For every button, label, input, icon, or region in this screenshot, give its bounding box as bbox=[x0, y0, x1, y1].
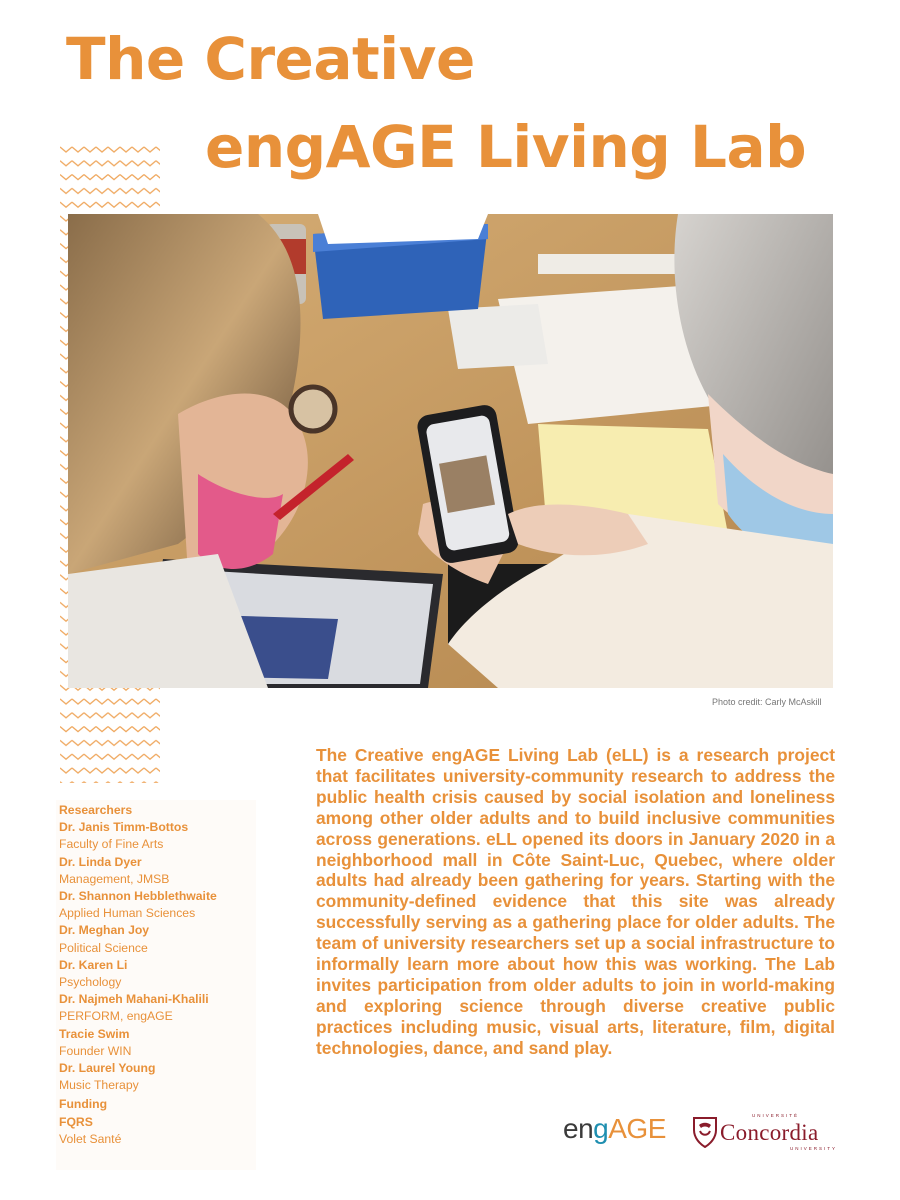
photo-credit: Photo credit: Carly McAskill bbox=[712, 697, 822, 707]
engage-logo-g: g bbox=[593, 1113, 609, 1144]
concordia-wordmark: Concordia bbox=[720, 1120, 819, 1145]
researchers-heading: Researchers bbox=[59, 803, 133, 817]
researcher-name: Dr. Laurel Young bbox=[59, 1061, 156, 1076]
researcher-name: Dr. Janis Timm-Bottos bbox=[59, 820, 189, 835]
funder-name: FQRS bbox=[59, 1114, 93, 1129]
researcher-dept: PERFORM, engAGE bbox=[59, 1009, 173, 1024]
researcher-dept: Political Science bbox=[59, 940, 148, 955]
page-title-line-1: The Creative bbox=[66, 25, 475, 93]
concordia-university-label: UNIVERSITY bbox=[790, 1146, 838, 1151]
researcher-name: Dr. Meghan Joy bbox=[59, 923, 150, 938]
concordia-crest-icon bbox=[692, 1116, 718, 1148]
funder-program: Volet Santé bbox=[59, 1131, 122, 1146]
photo-women-with-phone bbox=[68, 214, 833, 688]
researcher-dept: Psychology bbox=[59, 975, 122, 990]
page-title-line-2: engAGE Living Lab bbox=[205, 113, 807, 181]
engage-logo-age: AGE bbox=[608, 1113, 666, 1144]
researcher-dept: Music Therapy bbox=[59, 1078, 139, 1093]
researcher-name: Dr. Karen Li bbox=[59, 957, 128, 972]
researcher-name: Dr. Linda Dyer bbox=[59, 854, 142, 869]
researcher-dept: Founder WIN bbox=[59, 1043, 132, 1058]
researcher-dept: Faculty of Fine Arts bbox=[59, 837, 164, 852]
funding-heading: Funding bbox=[59, 1097, 108, 1112]
researchers-panel bbox=[56, 800, 256, 1170]
engage-logo bbox=[563, 1113, 666, 1145]
concordia-logo bbox=[692, 1112, 838, 1152]
researcher-name: Dr. Shannon Hebblethwaite bbox=[59, 889, 217, 904]
researcher-name: Tracie Swim bbox=[59, 1026, 130, 1041]
researcher-dept: Management, JMSB bbox=[59, 871, 170, 886]
researcher-dept: Applied Human Sciences bbox=[59, 906, 196, 921]
engage-logo-en: en bbox=[563, 1113, 594, 1144]
researcher-name: Dr. Najmeh Mahani-Khalili bbox=[59, 992, 209, 1007]
concordia-universite-label: UNIVERSITÉ bbox=[752, 1113, 800, 1118]
project-description: The Creative engAGE Living Lab (eLL) is a research project that facilitates university-community research to address the public health crisis caused by social isolation and loneliness among other older adults and to build inclusive communities across generations. eLL opened its doors in January 2020 in a neighborhood mall in Côte Saint-Luc, Quebec, where older adults had already been gathering for years. Starting with the community-defined evidence that this site was already successfully serving as a gathering place for older adults. The team of university researchers set up a social infrastructure to informally learn more about how this was working. The Lab invites participation from older adults to join in world-making and exploring science through diverse creative public practices including music, visual arts, literature, film, digital technologies, dance, and sand play. bbox=[316, 745, 835, 1058]
